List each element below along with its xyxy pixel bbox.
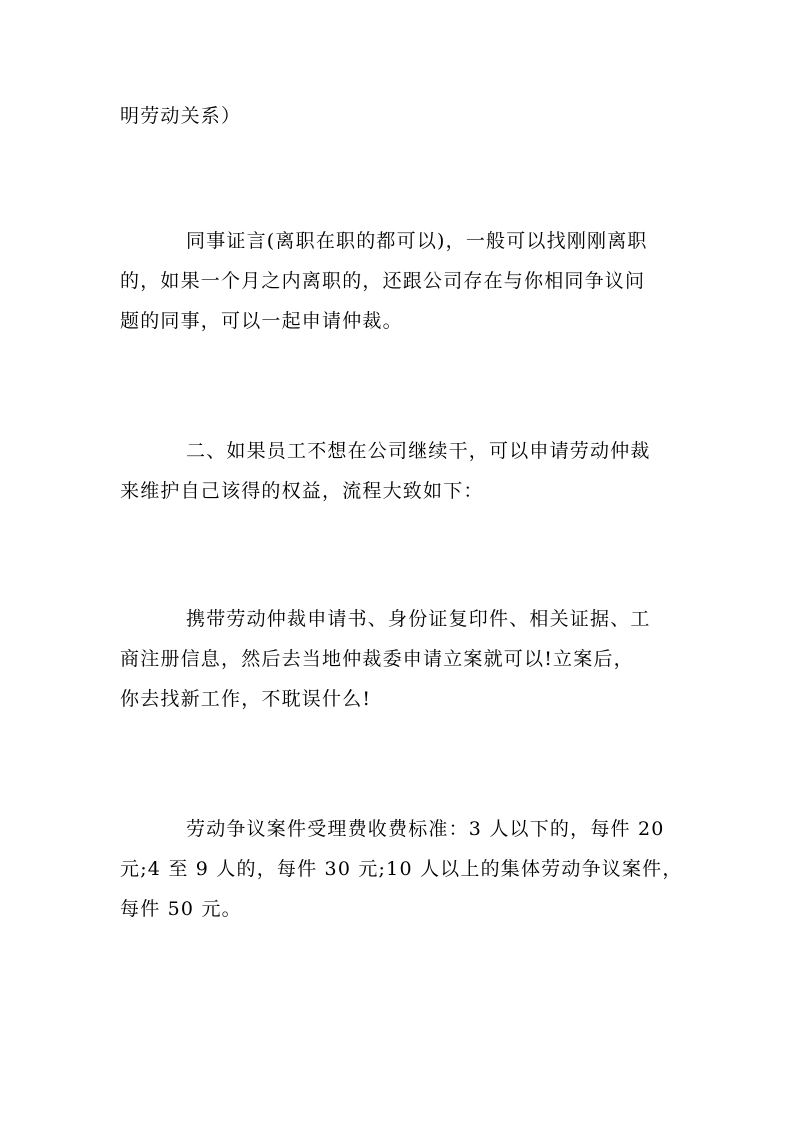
text-line: 商注册信息，然后去当地仲裁委申请立案就可以!立案后， — [120, 648, 634, 670]
text-line: 元;4 至 9 人的，每件 30 元;10 人以上的集体劳动争议案件， — [120, 858, 683, 880]
paragraph-section-two — [120, 431, 680, 511]
text-line: 的，如果一个月之内离职的，还跟公司存在与你相同争议问 — [120, 270, 646, 292]
paragraph-fee-standard — [120, 809, 683, 929]
text-line: 携带劳动仲裁申请书、身份证复印件、相关证据、工 — [186, 608, 651, 630]
text-line: 每件 50 元。 — [120, 898, 242, 920]
paragraph-arbitration-materials — [120, 599, 680, 719]
text-line: 来维护自己该得的权益，流程大致如下： — [120, 480, 484, 502]
text-line: 同事证言(离职在职的都可以)，一般可以找刚刚离职 — [186, 230, 648, 252]
paragraph-continuation — [120, 96, 680, 136]
text-line: 题的同事，可以一起申请仲裁。 — [120, 310, 403, 332]
text-line: 明劳动关系） — [120, 105, 242, 127]
text-line: 劳动争议案件受理费收费标准：3 人以下的，每件 20 — [186, 818, 665, 840]
text-line: 你去找新工作，不耽误什么! — [120, 688, 372, 710]
text-line: 二、如果员工不想在公司继续干，可以申请劳动仲裁 — [186, 440, 651, 462]
paragraph-colleague-testimony — [120, 221, 680, 341]
